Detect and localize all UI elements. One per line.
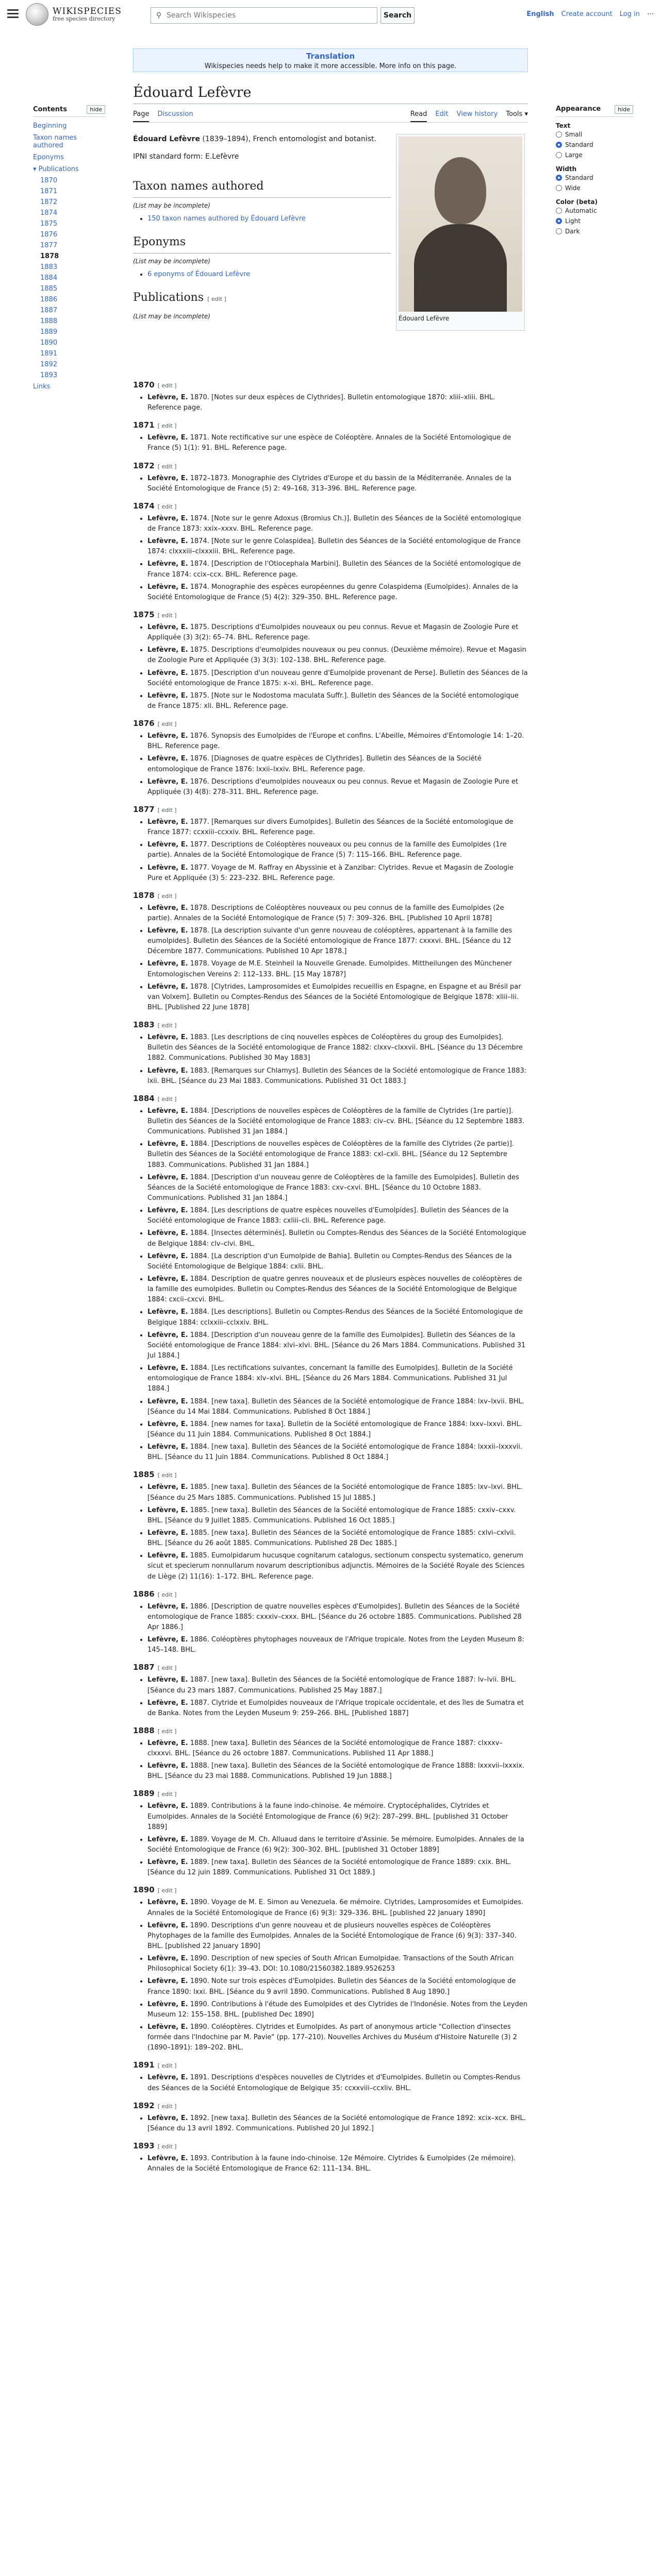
publication-item: • Lefèvre, E. 1874. [Description de l'Otiocephala Marbini]. Bulletin des Séances de la Société entomologique de France 1874: ccix–ccx. BHL. Reference page. [147,559,528,580]
search-icon: ⚲ [156,11,162,20]
year-edit-link[interactable]: [ edit ] [157,806,177,814]
year-label: 1889 [133,1789,155,1799]
year-edit-link[interactable]: [ edit ] [157,503,177,510]
tab-page[interactable]: Page [133,107,149,122]
toc-item-taxon-names[interactable]: Taxon names authored [33,134,77,149]
toc-hide-button[interactable]: hide [87,105,105,114]
appearance-header [556,105,633,117]
width-option-wide[interactable]: Wide [556,183,633,193]
width-option-standard[interactable]: Standard [556,173,633,183]
year-edit-link[interactable]: [ edit ] [157,1472,177,1479]
year-label: 1887 [133,1663,155,1672]
width-label: Width [556,165,577,173]
site-name: WIKISPECIES [53,6,122,16]
toc-year-1888[interactable]: 1888 [40,317,58,325]
year-edit-link[interactable]: [ edit ] [157,1665,177,1672]
year-heading-1877 [133,805,528,814]
publications-edit-link[interactable]: [ edit ] [207,296,226,303]
toc-year-1884[interactable]: 1884 [40,274,58,282]
tab-discussion[interactable]: Discussion [157,110,193,118]
publication-item: • Lefèvre, E. 1890. Description of new species of South African Eumolpidae. Transactions of the South African Philosophical Society 6(1): 39–43. DOI: 10.1080/21560382.1889.9526253 [147,1954,528,1974]
appearance-title: Appearance [556,105,601,113]
year-heading-1872 [133,461,528,470]
year-label: 1891 [133,2060,155,2070]
publication-item: • Lefèvre, E. 1884. [La description d'un Eumolpide de Bahia]. Bulletin ou Comptes-Rendus des Séances de la Société Entomologique de Belgique 1884: cxlii. BHL. [147,1251,528,1272]
color-option-light[interactable]: Light [556,216,633,226]
year-label: 1876 [133,719,155,728]
log-in-link[interactable]: Log in [619,10,640,18]
toc-year-1872[interactable]: 1872 [40,198,58,206]
search-input[interactable] [167,11,377,20]
page-title: Édouard Lefèvre [133,84,528,104]
year-edit-link[interactable]: [ edit ] [157,422,177,430]
toc-title: Contents [33,106,67,113]
toc-year-1883[interactable]: 1883 [40,263,58,271]
publication-item: • Lefèvre, E. 1877. Descriptions de Coléoptères nouveaux ou peu connus de la famille des Eumolpides (1re partie). Annales de la Société Entomologique de France (5) 7: 115–166. BHL. Reference page. [147,840,528,860]
toc-item-eponyms[interactable]: Eponyms [33,154,64,161]
site-notice-banner [133,48,528,72]
publication-item: • Lefèvre, E. 1871. Note rectificative sur une espèce de Coléoptère. Annales de la Société Entomologique de France (5) 1(1): 91. BHL. Reference page. [147,433,528,453]
publication-item: • Lefèvre, E. 1890. Voyage de M. E. Simon au Venezuela. 6e mémoire. Clytrides, Lamprosomides et Eumolpides. Annales de la Société Entomologique de France (6) 9(3): 329–336. BHL. [published 22 January 1890] [147,1897,528,1918]
year-label: 1877 [133,804,155,814]
year-label: 1883 [133,1020,155,1030]
portrait-caption: Édouard Lefèvre [399,315,450,322]
main-content [133,84,528,2173]
year-edit-link[interactable]: [ edit ] [157,1022,177,1029]
text-option-small[interactable]: Small [556,129,633,140]
toc-year-1885[interactable]: 1885 [40,285,58,293]
publication-item: • Lefèvre, E. 1884. [new taxa]. Bulletin des Séances de la Société entomologique de France 1884: lxv–lxvii. BHL. [Séance du 14 Mai 1884. Communications. Published 8 Oct 1884.] [147,1397,528,1417]
publication-item: • Lefèvre, E. 1876. Descriptions d'eumolpides nouveaux ou peu connus. Revue et Magasin de Zoologie Pure et Appliquée (3) 4(8): 278–311. BHL. Reference page. [147,777,528,798]
toc-year-list [33,175,105,381]
publication-item: • Lefèvre, E. 1884. [new taxa]. Bulletin des Séances de la Société entomologique de France 1884: lxxxii–lxxxvii. BHL. [Séance du 11 Juin 1884. Communications. Published 8 Oct 1884.] [147,1442,528,1463]
year-heading-1890 [133,1885,528,1894]
publication-item: • Lefèvre, E. 1875. [Note sur le Nodostoma maculata Suffr.]. Bulletin des Séances de la Société entomologique de France 1875: xli. BHL. Reference page. [147,691,528,711]
publication-item: • Lefèvre, E. 1889. Voyage de M. Ch. Alluaud dans le territoire d'Assinie. 5e mémoire. Eumolpides. Annales de la Société Entomologique de France (6) 9(2): 300–302. BHL. [published 31 October 1889] [147,1835,528,1855]
toc-year-1875[interactable]: 1875 [40,220,58,228]
toc-year-1870[interactable]: 1870 [40,177,58,184]
radio-selected-icon[interactable] [556,175,562,181]
page-tabs [133,107,528,123]
toc-item-publications[interactable] [33,163,105,175]
publication-item: • Lefèvre, E. 1878. [La description suivante d'un genre nouveau de coléoptères, appartenant à la famille des eumolpides]. Bulletin des Séances de la Société entomologique de France 1877: cxxxvi. BHL. [Séance du 12 Décembre 1877. Communications. Published 10 Apr 1878.] [147,926,528,957]
year-edit-link[interactable]: [ edit ] [157,1727,177,1735]
toc-year-1877[interactable]: 1877 [40,242,58,249]
publication-item: • Lefèvre, E. 1872–1873. Monographie des Clytrides d'Europe et du bassin de la Méditerranée. Annales de la Société Entomologique de France (5) 2: 49–168, 313–396. BHL. Reference page. [147,473,528,494]
eponyms-heading: Eponyms [133,233,391,253]
year-label: 1874 [133,501,155,511]
wikispecies-globe-icon [26,3,48,26]
toc-year-1890[interactable]: 1890 [40,339,58,347]
year-edit-link[interactable]: [ edit ] [157,2062,177,2070]
toc-header [33,105,105,117]
publication-item: • Lefèvre, E. 1885. [new taxa]. Bulletin des Séances de la Société entomologique de France 1885: cxlvi–cxlvii. BHL. [Séance du 26 août 1885. Communications. Published 28 Dec 1885.] [147,1528,528,1549]
portrait-figure [396,134,525,331]
publication-item: • Lefèvre, E. 1875. Descriptions d'Eumolpides nouveaux ou peu connus. Revue et Magasin de Zoologie Pure et Appliquée (3) 3(2): 65–74. BHL. Reference page. [147,622,528,643]
year-label: 1870 [133,380,155,389]
year-label: 1885 [133,1470,155,1480]
year-edit-link[interactable]: [ edit ] [157,1095,177,1103]
top-header [0,0,662,30]
year-label: 1871 [133,420,155,430]
text-size-label: Text [556,122,571,129]
year-edit-link[interactable]: [ edit ] [157,2143,177,2150]
publication-item: • Lefèvre, E. 1892. [new taxa]. Bulletin des Séances de la Société entomologique de France 1892: xcix–xcx. BHL. [Séance du 13 avril 1892. Communications. Published 20 Jul 1892.] [147,2113,528,2134]
year-label: 1890 [133,1885,155,1895]
create-account-link[interactable]: Create account [561,10,613,18]
appearance-hide-button[interactable]: hide [615,105,633,114]
year-edit-link[interactable]: [ edit ] [157,463,177,470]
publication-item: • Lefèvre, E. 1874. Monographie des espèces européennes du genre Colaspidema (Eumolpides). Annales de la Société Entomologique de France (5) 4(2): 329–350. BHL. Reference page. [147,582,528,603]
year-heading-1871 [133,420,528,430]
search-box [151,7,377,24]
intro-name: Édouard Lefèvre [133,135,200,143]
taxon-names-link[interactable]: 150 taxon names authored by Édouard Lefèvre [147,215,306,223]
year-heading-1888 [133,1726,528,1735]
year-heading-1893 [133,2141,528,2150]
radio-icon[interactable] [556,208,562,214]
radio-icon[interactable] [556,152,562,158]
publication-item: • Lefèvre, E. 1884. [Description d'un nouveau genre de Coléoptères de la famille des Eumolpides]. Bulletin des Séances de la Société entomologique de France 1883: cxv–cxvi. BHL. [Séance du 10 Octobre 1883. Communications. Published 31 Jan 1884.] [147,1173,528,1204]
portrait-image[interactable] [399,137,522,312]
taxon-note: (List may be incomplete) [133,202,210,210]
publication-item: • Lefèvre, E. 1884. [Les descriptions]. Bulletin ou Comptes-Rendus des Séances de la Société Entomologique de Belgique 1884: cclxxiii–cclxxiv. BHL. [147,1307,528,1328]
year-label: 1872 [133,461,155,470]
publication-item: • Lefèvre, E. 1874. [Note sur le genre Colaspidea]. Bulletin des Séances de la Société entomologique de France 1874: clxxxiii–clxxxiii. BHL. Reference page. [147,536,528,557]
toc-year-1878[interactable]: 1878 [40,252,59,260]
main-menu-icon[interactable] [7,9,19,19]
publication-item: • Lefèvre, E. 1874. [Note sur le genre Adoxus (Bromius Ch.)]. Bulletin des Séances de la Société entomologique de France 1873: xxix–xxxv. BHL. Reference page. [147,514,528,534]
year-edit-link[interactable]: [ edit ] [157,612,177,619]
year-heading-1870 [133,380,528,389]
publication-item: • Lefèvre, E. 1891. Descriptions d'espèces nouvelles de Clytrides et d'Eumolpides. Bulletin ou Comptes-Rendus des Séances de la Société Entomologique de Belgique 35: ccxxviii–ccxliv. BHL. [147,2073,528,2093]
publication-item: • Lefèvre, E. 1877. Voyage de M. Raffray en Abyssinie et à Zanzibar: Clytrides. Revue et Magasin de Zoologie Pure et Appliquée (3) 5: 223–232. BHL. Reference page. [147,863,528,884]
publication-item: • Lefèvre, E. 1884. [Les descriptions de quatre espèces nouvelles d'Eumolpides]. Bulletin des Séances de la Société entomologique de France 1883: cxliii–cli. BHL. Reference page. [147,1206,528,1226]
text-option-standard[interactable]: Standard [556,140,633,150]
year-label: 1878 [133,890,155,900]
publication-item: • Lefèvre, E. 1884. [new names for taxa]. Bulletin de la Société entomologique de France 1884: lxxv–lxxvi. BHL. [Séance du 11 Juin 1884. Communications. Published 8 Oct 1884.] [147,1419,528,1440]
publication-item: • Lefèvre, E. 1889. [new taxa]. Bulletin des Séances de la Société entomologique de France 1889: cxix. BHL. [Séance du 12 juin 1889. Communications. Published 31 Oct 1889.] [147,1857,528,1878]
publications-list [133,373,528,2176]
site-tagline: free species directory [53,15,115,23]
publication-item: • Lefèvre, E. 1884. [Descriptions de nouvelles espèces de Coléoptères de la famille de Clytrides (1re partie)]. Bulletin des Séances de la Société entomologique de France 1883: civ–cv. BHL. [Séance du 12 Septembre 1883. Communications. Published 31 Jan 1884.] [147,1106,528,1137]
publications-note: (List may be incomplete) [133,313,210,320]
year-edit-link[interactable]: [ edit ] [157,1591,177,1598]
more-options-icon[interactable]: ⋯ [647,10,654,18]
publication-item: • Lefèvre, E. 1890. Descriptions d'un genre nouveau et de plusieurs nouvelles espèces de Coléoptères Phytophages de la famille des Eumolpides. Annales de la Société Entomologique de France (6) 9(3): 337–340. BHL. [published 22 January 1890] [147,1921,528,1952]
year-edit-link[interactable]: [ edit ] [157,2103,177,2110]
language-selector[interactable]: English [526,10,554,18]
radio-selected-icon[interactable] [556,218,562,224]
publication-item: • Lefèvre, E. 1885. [new taxa]. Bulletin des Séances de la Société entomologique de France 1885: lxv–lxvi. BHL. [Séance du 25 Mars 1885. Communications. Published 15 Jul 1885.] [147,1482,528,1503]
radio-icon[interactable] [556,228,562,234]
publications-heading: Publications [ edit ] [133,291,226,304]
year-edit-link[interactable]: [ edit ] [157,721,177,728]
publication-item: • Lefèvre, E. 1890. Coléoptères. Clytrides et Eumolpides. As part of anonymous article "Collection d'insectes formée dans l'Indochine par M. Pavie" (pp. 177–210). Nouvelles Archives du Muséum d'Histoire Naturelle (3) 2 (1890–1891): 189–202. BHL. [147,2022,528,2053]
intro-description: (1839–1894), French entomologist and botanist. [200,135,376,143]
year-heading-1885 [133,1470,528,1479]
table-of-contents [33,105,105,393]
year-heading-1883 [133,1020,528,1029]
year-heading-1891 [133,2060,528,2070]
taxon-heading: Taxon names authored [133,178,391,198]
year-heading-1887 [133,1663,528,1672]
radio-icon[interactable] [556,185,562,191]
publication-item: • Lefèvre, E. 1890. Note sur trois espèces d'Eumolpides. Bulletin des Séances de la Société entomologique de France 1890: lxxi. BHL. [Séance du 9 avril 1890. Communications. Published 8 Aug 1890.] [147,1976,528,1997]
year-heading-1878 [133,891,528,900]
publication-item: • Lefèvre, E. 1889. Contributions à la faune indo-chinoise. 4e mémoire. Cryptocéphalides, Clytrides et Eumolpides. Annales de la Société Entomologique de France (6) 9(2): 287–299. BHL. [published 31 October 1889] [147,1801,528,1832]
publication-item: • Lefèvre, E. 1887. Clytride et Eumolpides nouveaux de l'Afrique tropicale occidentale, et des îles de Sumatra et de Banka. Notes from the Leyden Museum 9: 259–266. BHL. [Published 1887] [147,1698,528,1719]
publication-item: • Lefèvre, E. 1885. [new taxa]. Bulletin des Séances de la Société entomologique de France 1885: cxxiv–cxxv. BHL. [Séance du 9 Juillet 1885. Communications. Published 16 Oct 1885.] [147,1505,528,1526]
year-heading-1892 [133,2101,528,2110]
publication-item: • Lefèvre, E. 1890. Contributions à l'étude des Eumolpides et des Clytrides de l'Indonésie. Notes from the Leyden Museum 12: 155–158. BHL. [published Dec 1890] [147,1999,528,2020]
year-label: 1893 [133,2141,155,2150]
toc-year-1871[interactable]: 1871 [40,188,58,195]
year-heading-1874 [133,501,528,511]
publication-item: • Lefèvre, E. 1884. [Description d'un nouveau genre de la famille des Eumolpides]. Bulletin des Séances de la Société entomologique de France 1884: xlvi–xlvi. BHL. [Séance du 26 Mars 1884. Communications. Published 31 Jul 1884.] [147,1330,528,1361]
tab-history[interactable]: View history [456,110,498,118]
publication-item: • Lefèvre, E. 1888. [new taxa]. Bulletin des Séances de la Société entomologique de France 1887: clxxxv–clxxxvi. BHL. [Séance du 26 octobre 1887. Communications. Published 11 Apr 1888.] [147,1738,528,1759]
user-tools [526,10,654,18]
publication-item: • Lefèvre, E. 1884. [Les rectifications suivantes, concernant la famille des Eumolpides]. Bulletin de la Société entomologique de France 1884: xlv–xlvi. BHL. [Séance du 26 Mars 1884. Communications. Published 31 Jul 1884.] [147,1363,528,1394]
toc-year-1891[interactable]: 1891 [40,350,58,358]
year-edit-link[interactable]: [ edit ] [157,1791,177,1798]
year-label: 1888 [133,1725,155,1735]
banner-title[interactable]: Translation [306,52,355,61]
toc-item-links[interactable]: Links [33,383,51,391]
eponyms-link[interactable]: 6 eponyms of Édouard Lefèvre [147,270,251,278]
appearance-panel [556,105,633,236]
color-label: Color (beta) [556,198,598,206]
search-button[interactable]: Search [380,7,415,24]
year-heading-1889 [133,1789,528,1798]
portrait-head-shape [435,157,486,224]
publication-item: • Lefèvre, E. 1878. Voyage de M.E. Steinheil la Nouvelle Grenade. Eumolpides. Mittheilungen des Münchener Entomologischen Vereins 2: 112–133. BHL. [15 May 1878?] [147,959,528,979]
publication-item: • Lefèvre, E. 1883. [Les descriptions de cinq nouvelles espèces de Coléoptères du group des Eumolpides]. Bulletin des Séances de la Société entomologique de France 1882: clxxv–clxxvii. BHL. [Séance du 13 Décembre 1882. Communications. Published 30 May 1883] [147,1032,528,1063]
tab-read[interactable]: Read [410,107,427,122]
toc-year-1892[interactable]: 1892 [40,361,58,368]
toc-publications-label: Publications [38,165,79,173]
toc-year-1886[interactable]: 1886 [40,296,58,303]
portrait-body-shape [414,224,507,312]
site-logo[interactable] [26,3,122,26]
color-option-automatic[interactable]: Automatic [556,206,633,216]
publication-item: • Lefèvre, E. 1877. [Remarques sur divers Eumolpides]. Bulletin des Séances de la Société entomologique de France 1877: ccxxiii–ccxxiv. BHL. Reference page. [147,817,528,838]
toc-year-1893[interactable]: 1893 [40,371,58,379]
publication-item: • Lefèvre, E. 1875. Descriptions d'eumolpides nouveaux ou peu connus. (Deuxième mémoire). Revue et Magasin de Zoologie Pure et Appliquée (3) 3(3): 102–138. BHL. Reference page. [147,645,528,666]
year-heading-1884 [133,1094,528,1103]
publication-item: • Lefèvre, E. 1878. Descriptions de Coléoptères nouveaux ou peu connus de la famille des Eumolpides (2e partie). Annales de la Société Entomologique de France (5) 7: 309–326. BHL. [Published 10 April 1878] [147,903,528,924]
radio-icon[interactable] [556,131,562,138]
toc-year-1876[interactable]: 1876 [40,231,58,239]
publication-item: • Lefèvre, E. 1886. Coléoptères phytophages nouveaux de l'Afrique tropicale. Notes from the Leyden Museum 8: 145–148. BHL. [147,1635,528,1655]
eponyms-note: (List may be incomplete) [133,258,210,265]
year-edit-link[interactable]: [ edit ] [157,1887,177,1894]
publication-item: • Lefèvre, E. 1876. [Diagnoses de quatre espèces de Clythrides]. Bulletin des Séances de la Société entomologique de France 1876: lxxii–lxxiv. BHL. Reference page. [147,754,528,774]
tab-tools[interactable]: Tools ▾ [506,110,528,118]
year-label: 1884 [133,1093,155,1103]
toc-item-beginning[interactable]: Beginning [33,122,67,130]
intro-text [133,134,391,145]
publication-item: • Lefèvre, E. 1876. Synopsis des Eumolpides de l'Europe et confins. L'Abeille, Mémoires d'Entomologie 14: 1–20. BHL. Reference page. [147,731,528,752]
tab-edit[interactable]: Edit [435,110,449,118]
publication-item: • Lefèvre, E. 1870. [Notes sur deux espèces de Clythrides]. Bulletin entomologique 1870: xliii–xliii. BHL. Reference page. [147,393,528,413]
publication-item: • Lefèvre, E. 1888. [new taxa]. Bulletin des Séances de la Société entomologique de France 1888: lxxxvii–lxxxix. BHL. [Séance du 23 mai 1888. Communications. Published 19 Jun 1888.] [147,1761,528,1782]
publication-item: • Lefèvre, E. 1883. [Remarques sur Chlamys]. Bulletin des Séances de la Société entomologique de France 1883: lxii. BHL. [Séance du 23 Mai 1883. Communications. Published 31 Oct 1883.] [147,1066,528,1087]
toc-year-1887[interactable]: 1887 [40,307,58,314]
year-heading-1876 [133,719,528,728]
publication-item: • Lefèvre, E. 1884. Description de quatre genres nouveaux et de plusieurs espèces nouvelles de coléoptères de la famille des eumolpides. Bulletin ou Comptes-Rendus des Séances de la Société Entomologique de Belgique 1884: cxcii–cxcvi. BHL. [147,1274,528,1305]
year-heading-1875 [133,610,528,619]
publication-item: • Lefèvre, E. 1884. [Insectes déterminés]. Bulletin ou Comptes-Rendus des Séances de la Société Entomologique de Belgique 1884: clv–clvi. BHL. [147,1228,528,1249]
year-heading-1886 [133,1589,528,1599]
publication-item: • Lefèvre, E. 1884. [Descriptions de nouvelles espèces de Coléoptères de la famille des Clytrides (2e partie)]. Bulletin des Séances de la Société entomologique de France 1883: cxl–cxli. BHL. [Séance du 12 Septembre 1883. Communications. Published 31 Jan 1884.] [147,1139,528,1170]
intro-block [133,134,391,325]
publication-item: • Lefèvre, E. 1893. Contribution à la faune indo-chinoise. 12e Mémoire. Clytrides & Eumolpides (2e mémoire). Annales de la Société Entomologique de France 62: 111–134. BHL. [147,2154,528,2174]
toc-toggle-icon[interactable]: ▾ [33,165,39,173]
toc-year-1874[interactable]: 1874 [40,209,58,217]
year-edit-link[interactable]: [ edit ] [157,892,177,900]
year-label: 1892 [133,2100,155,2110]
toc-year-1889[interactable]: 1889 [40,328,58,336]
publication-item: • Lefèvre, E. 1885. Eumolpidarum hucusque cognitarum catalogus, sectionum conspectu systematico, generum sicut et specierum nonnullarum novarum descriptionibus adjunctis. Mémoires de la Société Royale des Sciences de Liège (2) 11(16): 1–172. BHL. Reference page. [147,1551,528,1582]
year-label: 1875 [133,609,155,619]
year-label: 1886 [133,1589,155,1599]
publication-item: • Lefèvre, E. 1878. [Clytrides, Lamprosomides et Eumolpides recueillis en Espagne, en Espagne et au Brésil par van Volxem]. Bulletin ou Comptes-Rendus des Séances de la Société Entomologique de Belgique 1878: xliii–lii. BHL. [Published 22 June 1878] [147,982,528,1013]
text-option-large[interactable]: Large [556,150,633,160]
publication-item: • Lefèvre, E. 1886. [Description de quatre nouvelles espèces d'Eumolpides]. Bulletin des Séances de la Société entomologique de France 1885: cxxxiv–cxxx. BHL. [Séance du 26 octobre 1885. Communications. Published 28 Apr 1886.] [147,1602,528,1633]
year-edit-link[interactable]: [ edit ] [157,382,177,389]
publication-item: • Lefèvre, E. 1875. [Description d'un nouveau genre d'Eumolpide provenant de Perse]. Bulletin des Séances de la Société entomologique de France 1875: x–xi. BHL. Reference page. [147,668,528,689]
publication-item: • Lefèvre, E. 1887. [new taxa]. Bulletin des Séances de la Société entomologique de France 1887: lv–lvii. BHL. [Séance du 23 mars 1887. Communications. Published 25 May 1887.] [147,1675,528,1696]
ipni-line: IPNI standard form: E.Lefèvre [133,152,239,161]
radio-selected-icon[interactable] [556,142,562,148]
banner-text: Wikispecies needs help to make it more accessible. More info on this page. [204,62,457,70]
color-option-dark[interactable]: Dark [556,226,633,236]
